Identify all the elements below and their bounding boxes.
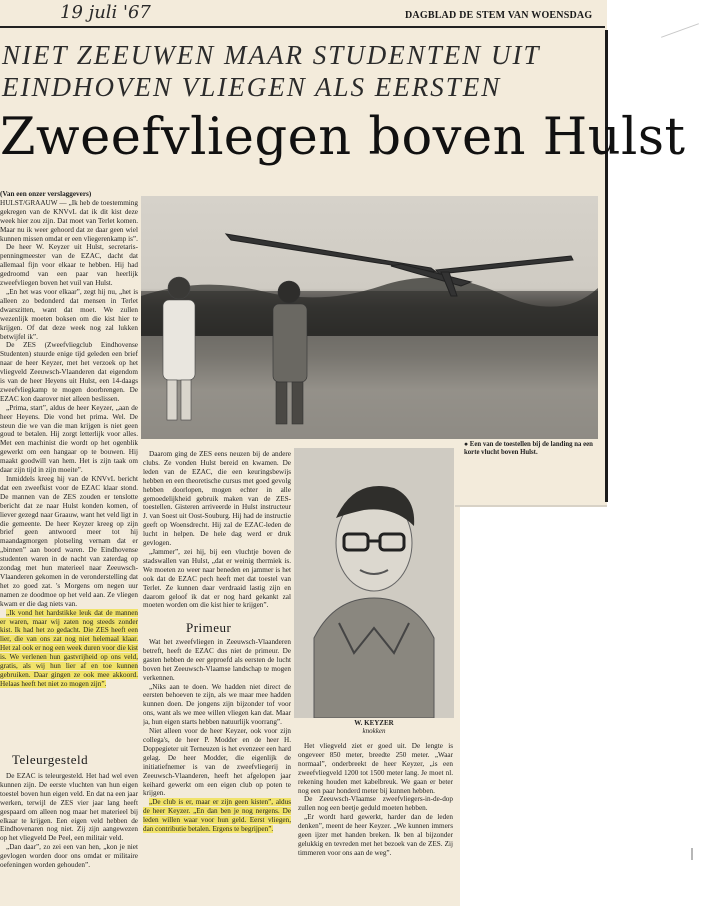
paragraph: De Zeeuwsch-Vlaamse zweefvliegers-in-de-dop zullen nog een beetje geduld moeten hebben.	[298, 795, 453, 813]
kicker-line-1: NIET ZEEUWEN MAAR STUDENTEN UIT	[2, 40, 541, 70]
paragraph: De heer W. Keyzer uit Hulst, secretaris-penningmeester van de EZAC, dacht dat allemaal fijn voor elkaar te hebben. Hij had gedroomd van een paar van heerlijk zweefvliegen boven het vuil van Hulst.	[0, 243, 138, 288]
paragraph: „Dan daar”, zo zei een van hen, „kon je niet gevlogen worden door ons omdat er militaire oefeningen worden gehouden”.	[0, 843, 138, 870]
paragraph: De EZAC is teleurgesteld. Het had wel even kunnen zijn. De eerste vluchten van hun eigen toestel boven hun eigen veld. En dat na een jaar werken, terwijl de ZES vier jaar lang heeft gespaard om alleen nog maar het materieel bij elkaar te krijgen. Een eigen veld hebben de Eindhovenaren nog niet. Zij zijn aangewezen op het vliegveld De Peel, een militair veld.	[0, 772, 138, 843]
top-rule	[0, 26, 605, 28]
glider-photo-drawing	[141, 196, 598, 439]
paragraph: „Niks aan te doen. We hadden niet direct de eersten behoeven te zijn, als we maar mee hadden kunnen doen. De jongens zijn bijzonder tof voor ons, want als we mee willen vliegen kan dat. Maar ja, hun eigen starts hebben natuurlijk voorrang”.	[143, 682, 291, 727]
clipping-shadow-bottom	[455, 505, 607, 507]
photo-caption-2	[294, 719, 454, 735]
scan-mark	[661, 23, 699, 38]
paragraph: Inmiddels kreeg hij van de KNVvL bericht dat een zweefkist voor de EZAC klaar stond. De mannen van de ZES zouden er tenslotte bericht dat ze naar Hulst konden komen, of liever gezegd naar Graauw, want het veld ligt in die gemeente. De heer Keyzer kreeg op zijn brief geen antwoord meer tot hij maandagmorgen plotseling vernam dat er „binnen” aan boord waren. De Eindhovense studenten waren in de nacht van zaterdag op zondag met hun materieel naar Zeeuwsch-Vlaanderen gekomen in de veronderstelling dat het zo goed zat. 's Morgens om negen uur namen ze doodmoe op het veld aan. Ze vliegen kwam er die dag niets van.	[0, 475, 138, 608]
paragraph: Het vliegveld ziet er goed uit. De lengte is ongeveer 850 meter, breedte 250 meter. „Waar normaal”, onderbreekt de heer Keyzer, „is een zweefvliegveld 1200 tot 1500 meter lang. Je moet nl. rekening houden met kabelbreuk. We gaan er beter nog een paar honderd meter bij kunnen hebben.	[298, 742, 453, 795]
paragraph: „Prima, start”, aldus de heer Keyzer, „aan de heer Heyens. Die vond het prima. Wel. De steun die we van die man krijgen is niet geen goud te betalen. Hij zorgt letterlijk voor alles. Met een machinist die wordt op het ogenblik gewerkt om een hangaar op te bouwen. Hij maakt goodwill van hem. Het is zijn taak om daar zijn tijd in zijn moeite”.	[0, 403, 138, 475]
byline: (Van een onzer verslaggevers)	[0, 190, 92, 198]
glider-landing-photo	[141, 196, 598, 439]
article-column-3	[298, 742, 453, 892]
paragraph: De ZES (Zweefvliegclub Eindhovense Studenten) stuurde enige tijd geleden een brief naar de heer Keyzer, met het verzoek op het vliegveld Zeeuwsch-Vlaanderen dat eigendom is van de heer Heyens uit Hulst, een 14-daags zweefvliegkamp te mogen doorbrengen. De EZAC kon daarover niet alleen beslissen.	[0, 341, 138, 403]
paragraph: Wat het zweefvliegen in Zeeuwsch-Vlaanderen betreft, heeft de EZAC dus niet de primeur. De gasten hebben de eer geproefd als eersten de lucht boven het Zeeuwsch-Vlaamse landschap te mogen verkennen.	[143, 638, 291, 682]
handwritten-date: 19 juli '67	[60, 2, 151, 23]
paragraph: HULST/GRAAUW — „Ik heb de toestemming gekregen van de KNVvL dat ik dit kist deze week hier zou zijn. Dat moet van Terlet komen. Maar nu ik weer gehoord dat ze daar geen wiel kunnen missen omdat er een vliegerenkamp is”.	[0, 198, 138, 243]
paragraph: Daarom ging de ZES eens neuzen bij de andere clubs. Ze vonden Hulst bereid en kwamen. De leden van de EZAC, die een keuringsbewijs hebben en een theoretische cursus met goed gevolg hebben doorlopen, mogen echter in alle gemoedelijkheid gebruik maken van de ZES-toestellen. Gisteren arriveerde in Hulst instructeur J. van Soest uit Oost-Souburg. Hij had de instructie geeft op Woensdrecht. Hij zal de EZAC-leden de lucht in helpen. De hele dag werd er druk gevlogen.	[143, 450, 291, 548]
masthead: DAGBLAD DE STEM VAN WOENSDAG	[405, 10, 593, 21]
highlighted-paragraph	[0, 609, 138, 689]
caption-subtitle: knokken	[362, 727, 386, 735]
article-column-2	[143, 450, 291, 615]
paragraph: „Jammer”, zei hij, bij een vluchtje boven de stadswallen van Hulst, „dat er weinig thermiek is. We moeten zo weer naar beneden en jammer is het ook dat de EZAC pech heeft met dat toestel van Terlet. Ze kunnen daar verdraaid lastig zijn en daarom geloof ik dat er nog hard gekankt zal moeten worden om die kist hier te krijgen”.	[143, 547, 291, 610]
article-column-2b	[143, 638, 291, 848]
clipping-shadow-edge	[605, 30, 608, 502]
scan-mark	[691, 848, 693, 860]
portrait-photo	[294, 448, 454, 718]
paragraph: „En het was voor elkaar”, zegt hij nu, „het is alleen zo bedonderd dat mensen in Terlet dwarszitten, want dat moet. We zullen wezenlijk moeten boksen om die kist hier te krijgen. Of dat deze week nog zal lukken betwijfel ik”.	[0, 287, 138, 341]
headline: Zweefvliegen boven Hulst	[0, 108, 686, 167]
subhead-teleurgesteld: Teleurgesteld	[12, 752, 89, 767]
highlighted-paragraph	[143, 798, 291, 834]
subhead-primeur: Primeur	[186, 620, 232, 635]
kicker-line-2: EINDHOVEN VLIEGEN ALS EERSTEN	[2, 72, 502, 102]
paragraph: „Er wordt hard gewerkt, harder dan de leden denken”, meent de heer Keyzer. „We kunnen immers geen ijzer met handen breken. Ik ben al bijzonder gelukkig en tevreden met het bezoek van de ZES. Zij timmeren voor ons aan de weg”.	[298, 813, 453, 857]
highlight: „De club is er, maar er zijn geen kisten”, aldus de heer Keyzer. „En dan ben je nog nergens. De leden willen waar voor hun geld. Eerst vliegen, dan contributie betalen. Ergens te begrijpen”.	[143, 798, 291, 834]
article-column-1b	[0, 772, 138, 892]
highlight: „Ik vond het hardstikke leuk dat de mannen er waren, maar wij zaten nog steeds zonder kist. Ik had het zo gedacht. Die ZES heeft een lier, die van ons zat nog niet helemaal klaar. Het zal ook er nog een week duren voor die kist is. We verlenen hun gastvrijheid op ons veld, gratis, als wij hun lier af en toe kunnen gebruiken. Daar gingen ze ook mee akkoord. Helaas heeft het niet zo mogen zijn”.	[0, 608, 138, 688]
photo-caption-1: ● Een van de toestellen bij de landing na een korte vlucht boven Hulst.	[464, 441, 593, 456]
paragraph: Niet alleen voor de heer Keyzer, ook voor zijn collega's, de heer P. Modder en de heer H. Doppegieter uit Terneuzen is het evenzeer een hard gelag. De heer Modder, die eigenlijk de initiatiefnemer is van de zweefvliegerij in Zeeuwsch-Vlaanderen, heeft het afgelopen jaar keihard gewerkt om een eigen club op poten te krijgen.	[143, 727, 291, 798]
caption-name: W. KEYZER	[354, 719, 394, 727]
article-column-1	[0, 190, 138, 730]
portrait-drawing	[294, 448, 454, 718]
